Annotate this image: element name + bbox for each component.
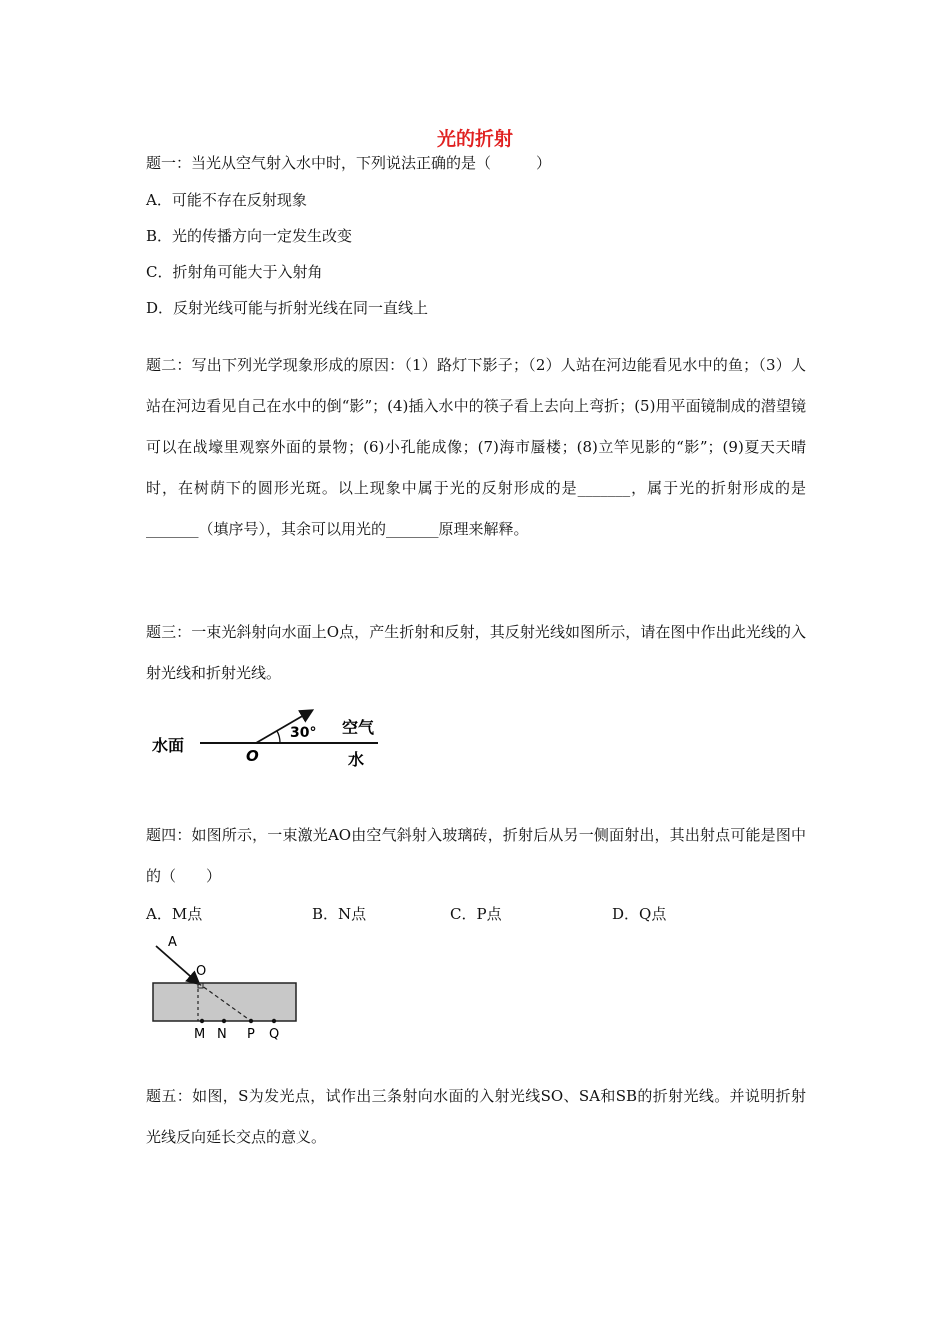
page-title: 光的折射	[436, 128, 513, 150]
q4-figure	[146, 930, 316, 1045]
air-label: 空气	[342, 718, 375, 737]
point-n	[222, 1019, 226, 1023]
q4-option-d: D．Q点	[612, 905, 667, 923]
q4-option-c: C．P点	[450, 905, 502, 923]
label-o: O	[196, 964, 207, 979]
q1-option-b: B．光的传播方向一定发生改变	[146, 227, 353, 245]
q5-text: 题五：如图，S为发光点，试作出三条射向水面的入射光线SO、SA和SB的折射光线。并说明折射光线反向延长交点的意义。	[146, 1087, 806, 1146]
q3-figure	[146, 700, 406, 780]
q1-option-a: A．可能不存在反射现象	[146, 191, 307, 209]
q2-text: 题二：写出下列光学现象形成的原因：（1）路灯下影子；（2）人站在河边能看见水中的鱼；（3）人站在河边看见自己在水中的倒“影”；(4)插入水中的筷子看上去向上弯折；(5)用平面镜制成的潜望镜可以在战壕里观察外面的景物；(6)小孔能成像；(7)海市蜃楼；(8)立竿见影的“影”；(9)夏天天晴时，在树荫下的圆形光斑。以上现象中属于光的反射形成的是_______，属于光的折射形成的是_______（填序号），其余可以用光的_______原理来解释。	[146, 356, 806, 538]
q4-option-b: B．N点	[312, 905, 367, 923]
incident-ray-ao	[156, 946, 198, 983]
point-m	[200, 1019, 204, 1023]
label-a: A	[168, 935, 177, 950]
angle-label: 30°	[290, 725, 317, 741]
q1-option-d: D．反射光线可能与折射光线在同一直线上	[146, 299, 429, 317]
label-m: M	[194, 1027, 206, 1042]
point-q	[272, 1019, 276, 1023]
q4-option-a: A．M点	[146, 905, 203, 923]
label-q: Q	[269, 1027, 280, 1042]
label-n: N	[217, 1027, 227, 1042]
q4-text: 题四：如图所示，一束激光AO由空气斜射入玻璃砖，折射后从另一侧面射出，其出射点可能是图中的（ ）	[146, 826, 806, 885]
surface-label: 水面	[152, 736, 185, 755]
q1-option-c: C．折射角可能大于入射角	[146, 263, 323, 281]
point-o-label: O	[246, 747, 259, 765]
point-p	[249, 1019, 253, 1023]
water-label: 水	[348, 750, 365, 769]
angle-arc	[277, 731, 280, 743]
q4-options	[146, 903, 846, 923]
q1-stem: 题一：当光从空气射入水中时，下列说法正确的是（ ）	[146, 154, 552, 172]
q3-text: 题三：一束光斜射向水面上O点，产生折射和反射，其反射光线如图所示，请在图中作出此光线的入射光线和折射光线。	[146, 623, 806, 682]
label-p: P	[247, 1027, 255, 1042]
glass-brick	[153, 983, 296, 1021]
